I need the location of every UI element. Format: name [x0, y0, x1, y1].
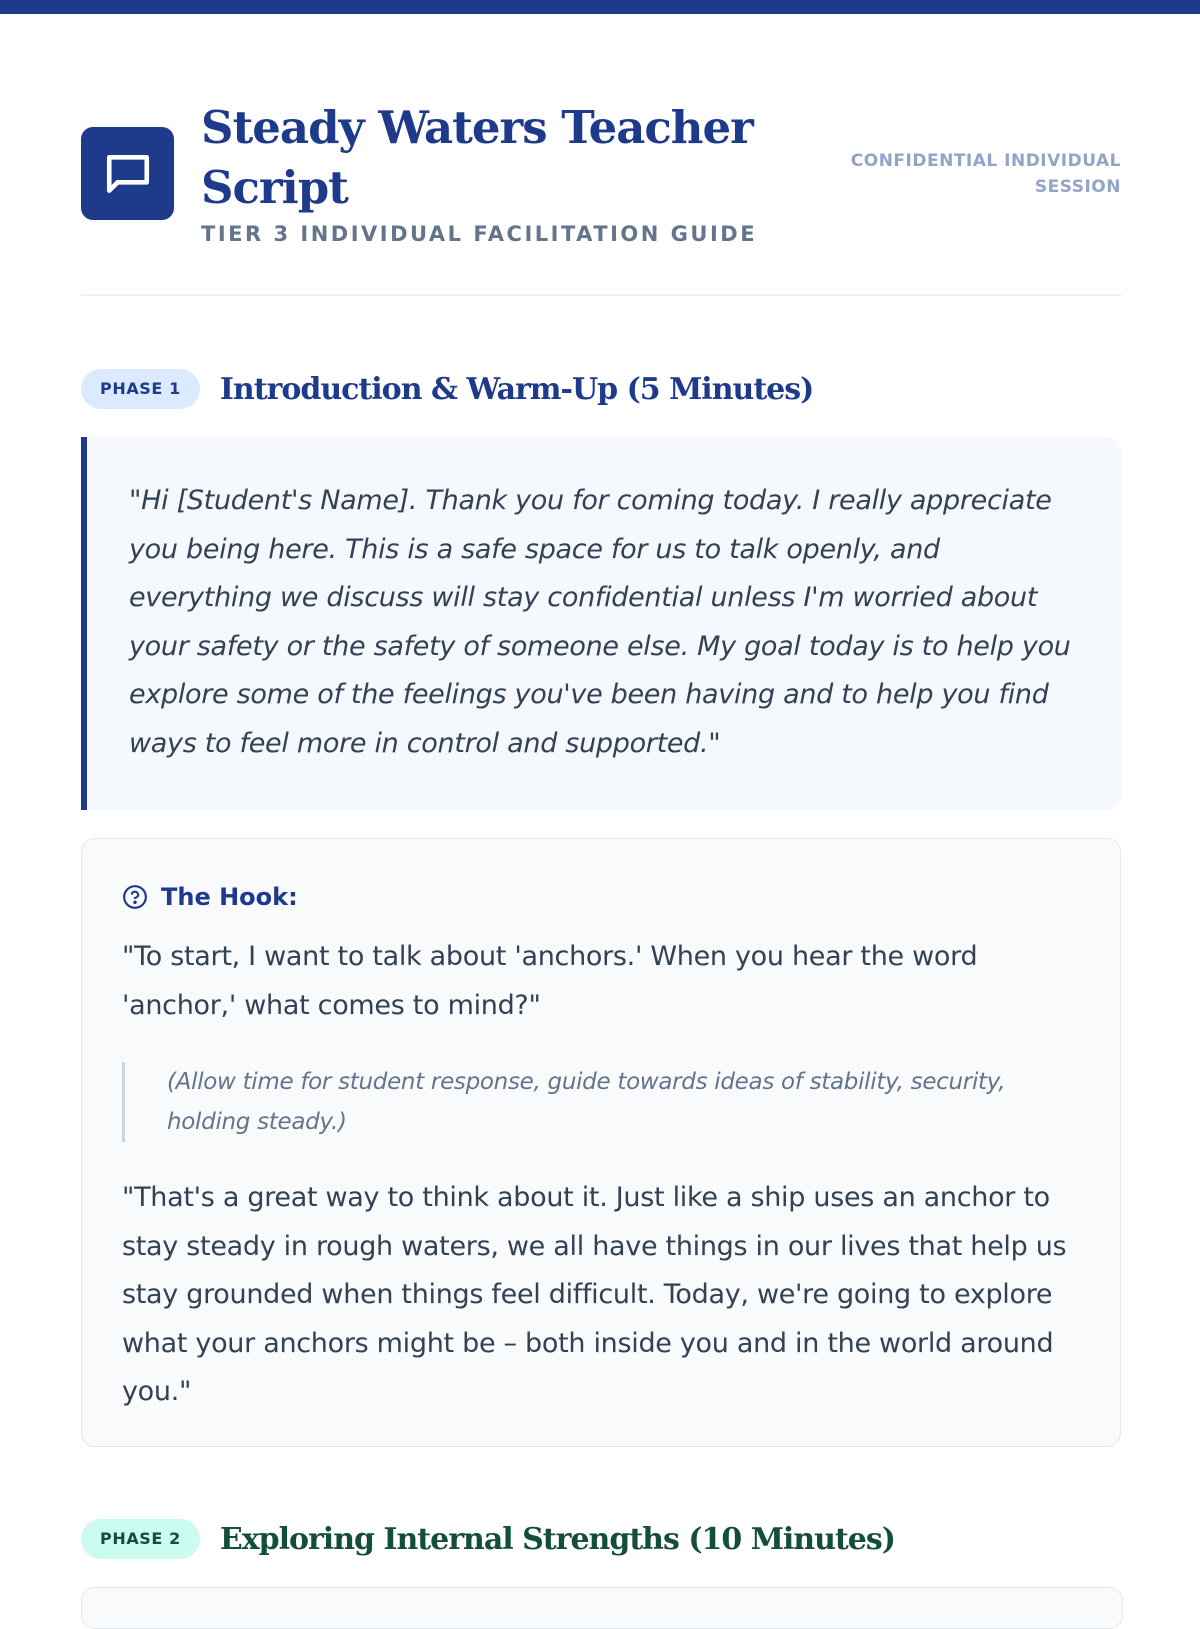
top-accent-bar — [0, 0, 1200, 14]
phase-badge: PHASE 1 — [81, 369, 200, 409]
phase-2-card — [81, 1587, 1123, 1629]
hook-card — [81, 838, 1121, 1447]
header-divider — [81, 294, 1121, 296]
script-quote: "Hi [Student's Name]. Thank you for coming today. I really appreciate you being here. This is a safe space for us to talk openly, and everything we discuss will stay confidential unless I'm worried about your safety or the safety of someone else. My goal today is to help you explore some of the feelings you've been having and to help you find ways to feel more in control and supported." — [129, 485, 1071, 759]
phase-title: Exploring Internal Strengths (10 Minutes) — [219, 1521, 895, 1557]
page-title: Steady Waters Teacher Script — [201, 101, 753, 214]
hook-heading — [122, 881, 1080, 913]
facilitator-note: (Allow time for student response, guide towards ideas of stability, security, holding steady.) — [122, 1062, 1080, 1142]
phase-badge: PHASE 2 — [81, 1519, 200, 1559]
hook-followup: "That's a great way to think about it. Just like a ship uses an anchor to stay steady in rough waters, we all have things in our lives that help us stay grounded when things feel difficult. Today, we're going to explore what your anchors might be – both inside you and in the world around you." — [122, 1182, 1067, 1407]
page-subtitle: TIER 3 INDIVIDUAL FACILITATION GUIDE — [201, 222, 758, 246]
chat-bubble-icon — [103, 149, 153, 199]
page-header — [81, 96, 1121, 256]
logo — [81, 127, 174, 220]
phase-2-heading — [81, 1519, 895, 1559]
confidential-label: CONFIDENTIAL INDIVIDUAL SESSION — [850, 151, 1121, 197]
phase-title: Introduction & Warm-Up (5 Minutes) — [219, 371, 814, 407]
question-circle-icon — [122, 884, 148, 910]
script-quote-box — [81, 437, 1121, 810]
hook-question: "To start, I want to talk about 'anchors.' When you hear the word 'anchor,' what comes to mind?" — [122, 941, 978, 1021]
phase-1-heading — [81, 369, 813, 409]
hook-label: The Hook: — [161, 883, 298, 911]
